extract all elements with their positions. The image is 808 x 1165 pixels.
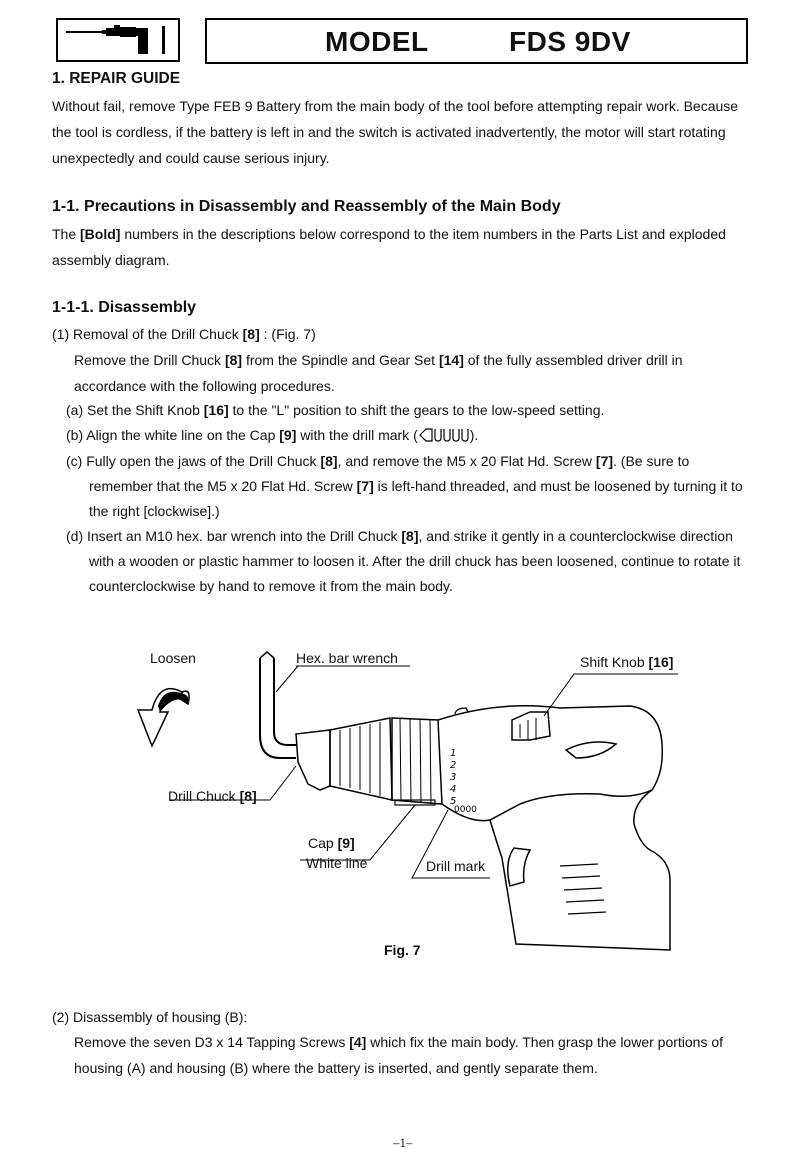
dial-number: 5	[450, 796, 457, 807]
paragraph-line: Without fail, remove Type FEB 9 Battery from the main body of the tool before attempting repair work. Because	[52, 98, 739, 114]
page-number: –1–	[393, 1135, 413, 1150]
figure-caption: Fig. 7	[384, 942, 421, 958]
step2-title: (2) Disassembly of housing (B):	[52, 1009, 248, 1025]
step-c-cont: remember that the M5 x 20 Flat Hd. Screw [7] is left-hand threaded, and must be loosened by turning it to	[89, 478, 743, 494]
dial-number: 2	[450, 760, 457, 771]
paragraph-line: Remove the Drill Chuck [8] from the Spindle and Gear Set [14] of the fully assembled driver drill in	[74, 352, 683, 368]
section1-paragraph	[52, 93, 755, 171]
step1-title: (1) Removal of the Drill Chuck [8] : (Fig. 7)	[52, 326, 316, 342]
paragraph-line: The [Bold] numbers in the descriptions below correspond to the item numbers in the Parts List and exploded	[52, 226, 726, 242]
dial-drill-mark: 0000	[454, 805, 477, 815]
loosen-label: Loosen	[150, 650, 196, 666]
section11-paragraph	[52, 221, 755, 273]
paragraph-line: Remove the seven D3 x 14 Tapping Screws [4] which fix the main body. Then grasp the lower portions of	[74, 1034, 724, 1050]
drill-mark-label: Drill mark	[426, 858, 486, 874]
drill-icon	[58, 20, 178, 60]
paragraph-line: accordance with the following procedures.	[74, 378, 335, 394]
title-box	[205, 18, 748, 64]
cap-label: Cap [9]	[308, 835, 355, 851]
dial-number: 4	[450, 784, 457, 795]
paragraph-line: the tool is cordless, if the battery is left in and the switch is activated inadvertently, the motor will start rotating	[52, 124, 726, 140]
step2-paragraph	[74, 1029, 755, 1081]
paragraph-line: unexpectedly and could cause serious injury.	[52, 150, 330, 166]
hex-wrench-label: Hex. bar wrench	[296, 650, 398, 666]
paragraph-line: assembly diagram.	[52, 252, 170, 268]
white-line-label: White line	[306, 855, 368, 871]
step-a: (a) Set the Shift Knob [16] to the "L" position to shift the gears to the low-speed setting.	[66, 402, 605, 418]
dial-number: 3	[450, 772, 457, 783]
step-b: (b) Align the white line on the Cap [9] with the drill mark ( ).	[66, 422, 478, 451]
logo-box	[56, 18, 180, 62]
shift-knob-label: Shift Knob [16]	[580, 654, 674, 670]
step-c-cont: the right [clockwise].)	[89, 503, 220, 519]
step-d-cont: counterclockwise by hand to remove it from the main body.	[89, 578, 453, 594]
model-label: MODEL	[325, 26, 429, 57]
step-d: (d) Insert an M10 hex. bar wrench into the Drill Chuck [8], and strike it gently in a counterclockwise direction	[66, 528, 733, 544]
drill-chuck-label: Drill Chuck [8]	[168, 788, 257, 804]
section-heading: 1-1-1. Disassembly	[52, 299, 197, 316]
step1-intro	[74, 347, 755, 399]
section-heading: 1. REPAIR GUIDE	[52, 70, 181, 87]
step-d-cont: with a wooden or plastic hammer to loosen it. After the drill chuck has been loosened, continue to rotate it	[89, 553, 741, 569]
step-c: (c) Fully open the jaws of the Drill Chuck [8], and remove the M5 x 20 Flat Hd. Screw [7]. (Be sure to	[66, 453, 690, 469]
paragraph-line: housing (A) and housing (B) where the battery is inserted, and gently separate them.	[74, 1060, 598, 1076]
figure-7	[130, 640, 690, 960]
model-code: FDS 9DV	[509, 26, 631, 57]
section-heading: 1-1. Precautions in Disassembly and Reassembly of the Main Body	[52, 198, 561, 215]
dial-number: 1	[450, 748, 457, 759]
